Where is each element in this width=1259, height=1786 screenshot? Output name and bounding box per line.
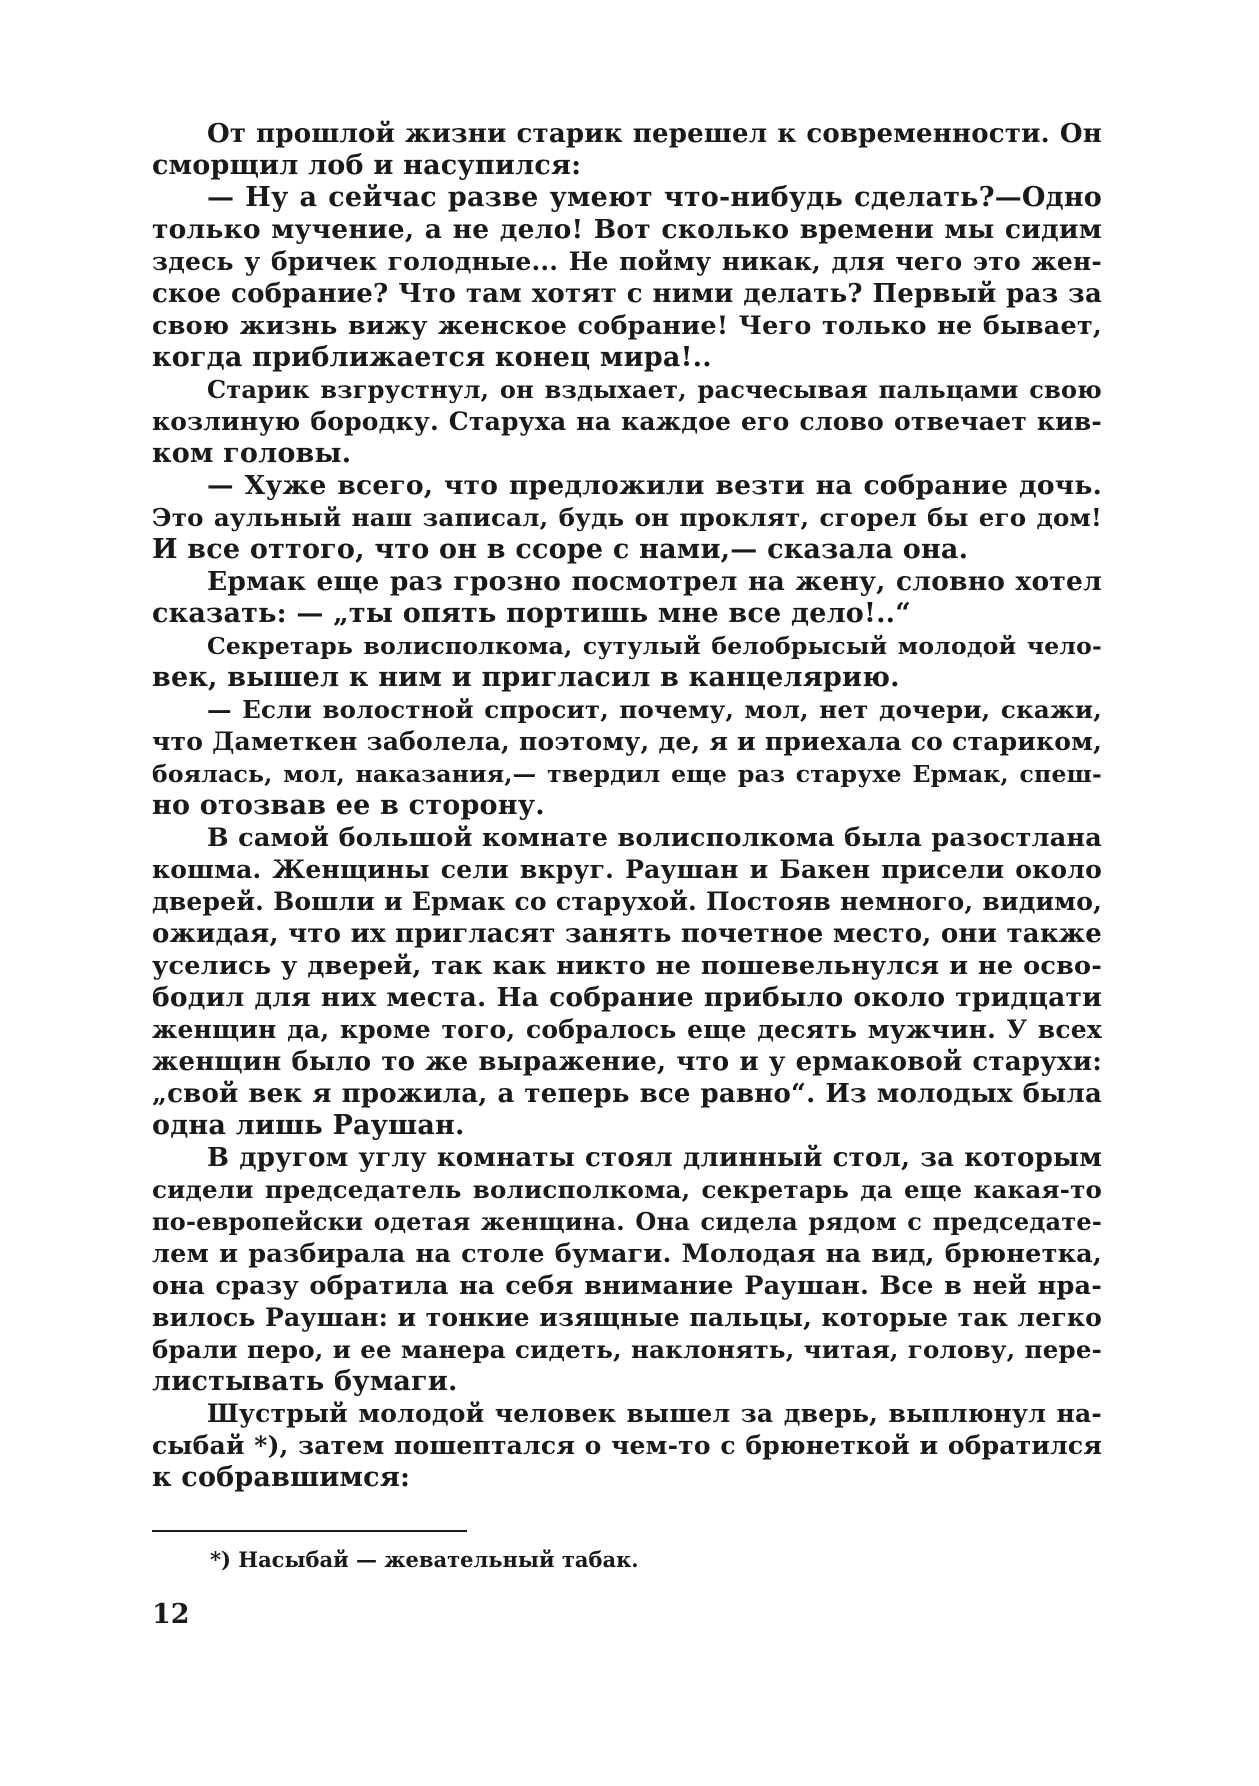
text-line: бодил для них места. На собрание прибыло около тридцати bbox=[152, 982, 1102, 1013]
text-line: сидели председатель волисполкома, секретарь да еще какая-то bbox=[152, 1175, 1102, 1204]
text-line: — Ну а сейчас разве умеют что-нибудь сделать?—Одно bbox=[207, 182, 1102, 213]
text-line: Старик взгрустнул, он вздыхает, расчесывая пальцами свою bbox=[207, 375, 1102, 404]
text-line: вилось Раушан: и тонкие изящные пальцы, которые так легко bbox=[152, 1303, 1102, 1332]
text-line: От прошлой жизни старик перешел к современности. Он bbox=[207, 119, 1102, 149]
page-number: 12 bbox=[152, 1599, 190, 1630]
text-line: уселись у дверей, так как никто не пошевельнулся и не осво- bbox=[152, 951, 1102, 981]
text-line: листывать бумаги. bbox=[152, 1366, 458, 1397]
text-line: лем и разбирала на столе бумаги. Молодая на вид, брюнетка, bbox=[152, 1239, 1102, 1269]
text-line: Шустрый молодой человек вышел за дверь, выплюнул на- bbox=[207, 1399, 1102, 1428]
text-line: козлиную бородку. Старуха на каждое его слово отвечает кив- bbox=[152, 407, 1102, 436]
text-line: Это аульный наш записал, будь он проклят, сгорел бы его дом! bbox=[152, 503, 1102, 532]
text-line: И все оттого, что он в ссоре с нами,— сказала она. bbox=[152, 534, 969, 565]
text-line: по-европейски одетая женщина. Она сидела рядом с председате- bbox=[152, 1207, 1102, 1236]
text-line: сказать: — „ты опять портишь мне все дело!..“ bbox=[152, 598, 912, 629]
text-line: свою жизнь вижу женское собрание! Чего только не бывает, bbox=[152, 311, 1102, 341]
text-line: только мучение, а не дело! Вот сколько времени мы сидим bbox=[152, 214, 1102, 245]
text-line: она сразу обратила на себя внимание Раушан. Все в ней нра- bbox=[152, 1271, 1102, 1301]
footnote-divider bbox=[152, 1530, 467, 1532]
text-line: когда приближается конец мира!.. bbox=[152, 342, 712, 373]
text-line: — Хуже всего, что предложили везти на собрание дочь. bbox=[207, 470, 1102, 501]
text-line: ожидая, что их пригласят занять почетное место, они также bbox=[152, 919, 1102, 949]
page-body bbox=[152, 118, 1102, 1494]
text-line: Секретарь волисполкома, сутулый белобрысый молодой чело- bbox=[207, 632, 1102, 660]
text-line: „свой век я прожила, а теперь все равно“. Из молодых была bbox=[152, 1079, 1102, 1109]
text-line: ское собрание? Что там хотят с ними делать? Первый раз за bbox=[152, 279, 1102, 309]
text-line: — Если волостной спросит, почему, мол, нет дочери, скажи, bbox=[207, 695, 1102, 724]
text-line: дверей. Вошли и Ермак со старухой. Постояв немного, видимо, bbox=[152, 887, 1102, 916]
text-line: одна лишь Раушан. bbox=[152, 1110, 465, 1141]
text-line: боялась, мол, наказания,— твердил еще раз старухе Ермак, спеш- bbox=[152, 760, 1102, 788]
text-line: сыбай *), затем пошептался о чем-то с брюнеткой и обратился bbox=[152, 1431, 1102, 1460]
text-line: здесь у бричек голодные... Не пойму никак, для чего это жен- bbox=[152, 247, 1102, 276]
text-line: что Даметкен заболела, поэтому, де, я и приехала со стариком, bbox=[152, 727, 1102, 756]
text-line: брали перо, и ее манера сидеть, наклонять, читая, голову, пере- bbox=[152, 1335, 1102, 1364]
text-line: В самой большой комнате волисполкома была разостлана bbox=[207, 823, 1102, 853]
text-line: но отозвав ее в сторону. bbox=[152, 790, 545, 821]
footnote: *) Насыбай — жевательный табак. bbox=[210, 1547, 639, 1572]
text-line: ком головы. bbox=[152, 438, 352, 469]
text-line: кошма. Женщины сели вкруг. Раушан и Бакен присели около bbox=[152, 855, 1102, 884]
text-line: В другом углу комнаты стоял длинный стол, за которым bbox=[207, 1143, 1102, 1173]
text-line: к собравшимся: bbox=[152, 1462, 411, 1493]
text-line: женщин да, кроме того, собралось еще десять мужчин. У всех bbox=[152, 1015, 1102, 1044]
text-line: женщин было то же выражение, что и у ермаковой старухи: bbox=[152, 1047, 1102, 1077]
text-line: сморщил лоб и насупился: bbox=[152, 150, 582, 181]
text-line: Ермак еще раз грозно посмотрел на жену, словно хотел bbox=[207, 566, 1102, 597]
text-line: век, вышел к ним и пригласил в канцелярию. bbox=[152, 662, 900, 693]
